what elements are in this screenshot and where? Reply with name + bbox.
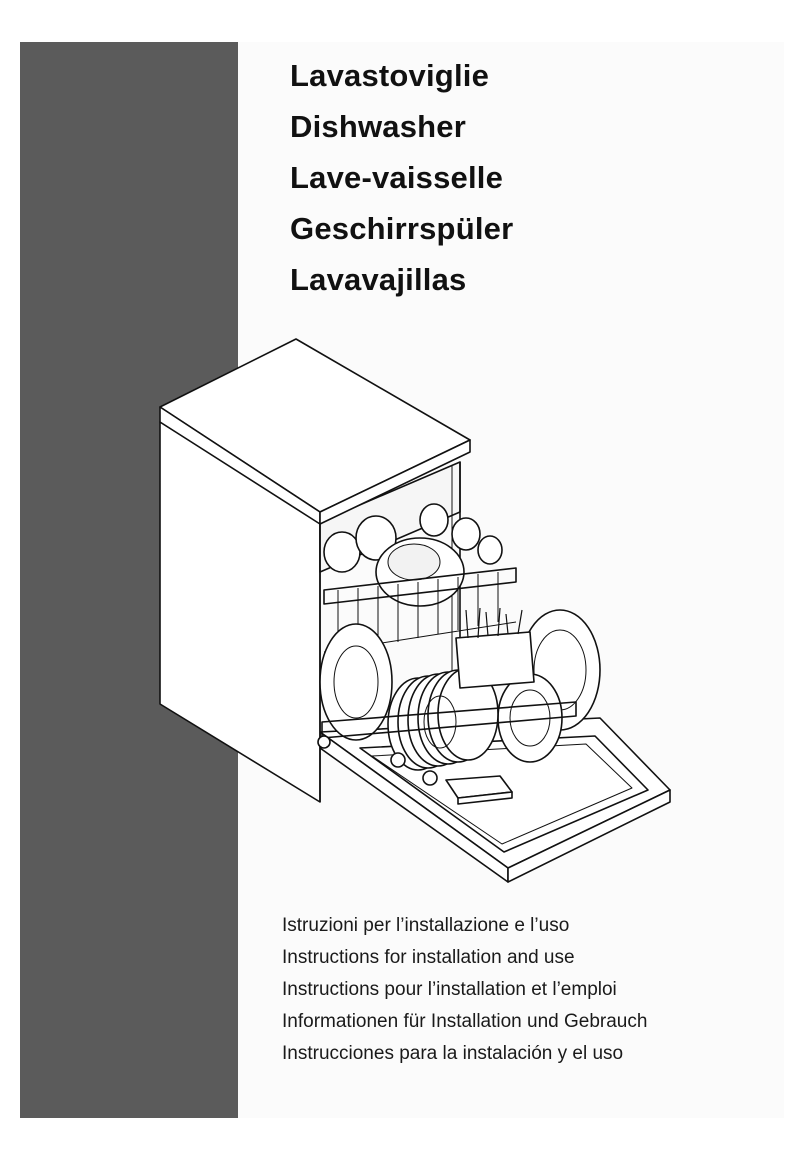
title-german: Geschirrspüler: [290, 211, 514, 246]
subtitle-spanish: Instrucciones para la instalación y el uso: [282, 1043, 624, 1064]
subtitle-italian: Istruzioni per l’installazione e l’uso: [282, 915, 570, 936]
cutlery-basket-icon: [456, 608, 534, 688]
title-english: Dishwasher: [290, 109, 467, 144]
subtitle-french: Instructions pour l’installation et l’emploi: [282, 979, 617, 1000]
title-french: Lave-vaisselle: [290, 160, 504, 195]
instructions-title-list: [282, 910, 647, 1070]
glass-icon: [478, 536, 502, 564]
glass-icon: [420, 504, 448, 536]
title-spanish: Lavavajillas: [290, 262, 467, 297]
open-door: [320, 718, 670, 882]
cup-icon: [324, 532, 360, 572]
glass-icon: [452, 518, 480, 550]
cover-page: [20, 42, 784, 1118]
subtitle-english: Instructions for installation and use: [282, 947, 575, 968]
subtitle-german: Informationen für Installation und Gebrauch: [282, 1011, 648, 1032]
plate-icon: [320, 624, 392, 740]
title-italian: Lavastoviglie: [290, 58, 490, 93]
